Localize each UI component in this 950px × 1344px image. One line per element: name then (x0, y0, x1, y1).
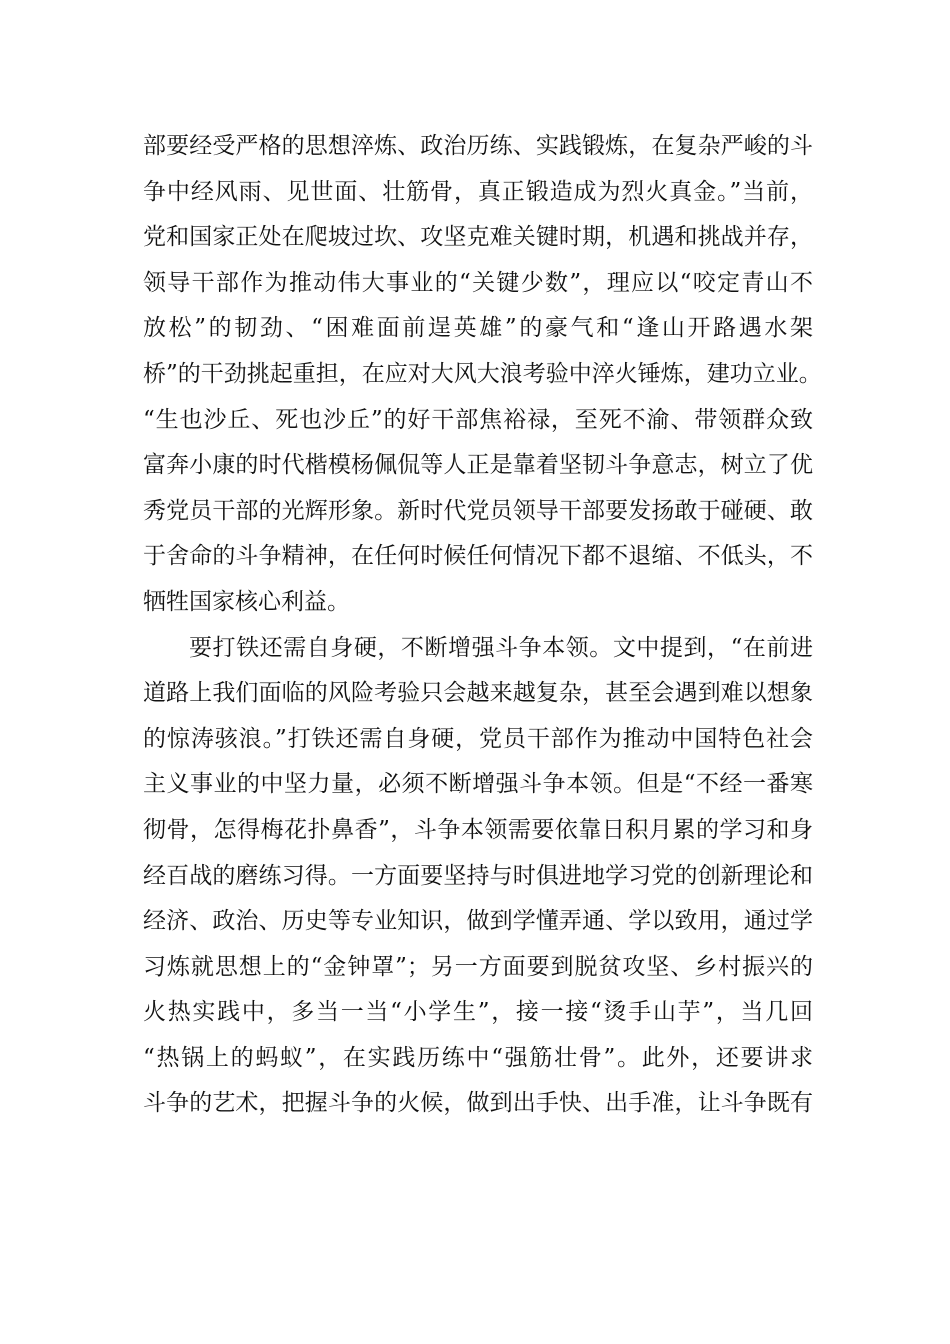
text-line: 习炼就思想上的“金钟罩”；另一方面要到脱贫攻坚、乡村振兴的 (143, 953, 813, 980)
paragraph-last-line: 牺牲国家核心利益。 (143, 588, 350, 615)
text-line: 火热实践中，多当一当“小学生”，接一接“烫手山芋”，当几回 (143, 999, 813, 1026)
text-line: 秀党员干部的光辉形象。新时代党员领导干部要发扬敢于碰硬、敢 (143, 497, 813, 524)
text-line: 部要经受严格的思想淬炼、政治历练、实践锻炼，在复杂严峻的斗 (143, 133, 813, 159)
text-line: “热锅上的蚂蚁”，在实践历练中“强筋壮骨”。此外，还要讲求 (143, 1044, 813, 1071)
text-line: 的惊涛骇浪。”打铁还需自身硬，党员干部作为推动中国特色社会 (143, 725, 813, 752)
text-line: 领导干部作为推动伟大事业的“关键少数”，理应以“咬定青山不 (143, 269, 813, 296)
text-line: “生也沙丘、死也沙丘”的好干部焦裕禄，至死不渝、带领群众致 (143, 406, 813, 433)
text-line: 放松”的韧劲、“困难面前逞英雄”的豪气和“逢山开路遇水架 (143, 315, 813, 342)
text-line: 桥”的干劲挑起重担，在应对大风大浪考验中淬火锤炼，建功立业。 (143, 360, 822, 387)
paragraph-first-line: 要打铁还需自身硬，不断增强斗争本领。文中提到，“在前进 (189, 634, 813, 661)
text-line: 于舍命的斗争精神，在任何时候任何情况下都不退缩、不低头，不 (143, 543, 813, 570)
text-line: 道路上我们面临的风险考验只会越来越复杂，甚至会遇到难以想象 (143, 680, 813, 707)
body-text (143, 124, 822, 1127)
text-line: 富奔小康的时代楷模杨佩侃等人正是靠着坚韧斗争意志，树立了优 (143, 452, 813, 479)
text-line: 斗争的艺术，把握斗争的火候，做到出手快、出手准，让斗争既有 (143, 1090, 813, 1117)
text-line: 主义事业的中坚力量，必须不断增强斗争本领。但是“不经一番寒 (143, 771, 813, 798)
text-line: 经济、政治、历史等专业知识，做到学懂弄通、学以致用，通过学 (143, 908, 813, 935)
text-line: 经百战的磨练习得。一方面要坚持与时俱进地学习党的创新理论和 (143, 862, 813, 889)
text-line: 彻骨，怎得梅花扑鼻香”，斗争本领需要依靠日积月累的学习和身 (143, 816, 813, 843)
text-line: 党和国家正处在爬坡过坎、攻坚克难关键时期，机遇和挑战并存， (143, 224, 813, 251)
text-line: 争中经风雨、见世面、壮筋骨，真正锻造成为烈火真金。”当前， (143, 178, 813, 205)
